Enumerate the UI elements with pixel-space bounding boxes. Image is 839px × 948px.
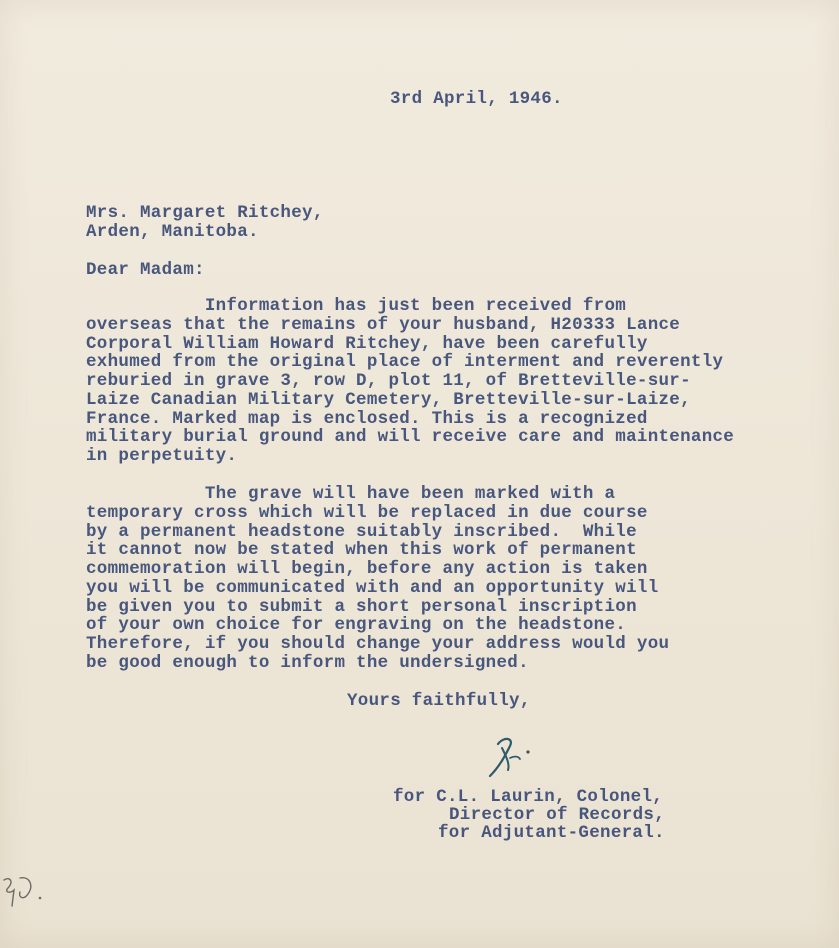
recipient-name: Mrs. Margaret Ritchey, [86, 203, 324, 223]
paragraph-2-line: you will be communicated with and an opportunity will [86, 578, 659, 598]
paragraph-1-line: reburied in grave 3, row D, plot 11, of Bretteville-sur- [86, 371, 691, 391]
paragraph-2-line: The grave will have been marked with a [86, 484, 616, 504]
paragraph-1-line: military burial ground and will receive care and maintenance [86, 427, 735, 447]
handwritten-signature [480, 726, 550, 780]
closing: Yours faithfully, [347, 691, 531, 711]
paragraph-1-line: overseas that the remains of your husband, H20333 Lance [86, 315, 681, 335]
recipient-address: Arden, Manitoba. [86, 222, 259, 242]
paragraph-2-line: commemoration will begin, before any action is taken [86, 559, 648, 579]
paragraph-1-line: in perpetuity. [86, 446, 238, 466]
margin-initials-mark [0, 872, 52, 912]
paragraph-2-line: by a permanent headstone suitably inscribed. While [86, 522, 637, 542]
paragraph-2-line: be good enough to inform the undersigned. [86, 653, 529, 673]
paragraph-2-line: be given you to submit a short personal inscription [86, 597, 637, 617]
paragraph-1-line: exhumed from the original place of interment and reverently [86, 352, 724, 372]
letter-date: 3rd April, 1946. [390, 89, 563, 109]
signature-line-title: Director of Records, [449, 805, 666, 825]
paragraph-2-line: temporary cross which will be replaced in due course [86, 503, 648, 523]
paragraph-1-line: Corporal William Howard Ritchey, have been carefully [86, 334, 648, 354]
paragraph-1-line: Information has just been received from [86, 296, 627, 316]
paragraph-1-line: France. Marked map is enclosed. This is a recognized [86, 409, 648, 429]
signature-line-office: for Adjutant-General. [438, 823, 665, 843]
paragraph-1-line: Laize Canadian Military Cemetery, Bretteville-sur-Laize, [86, 390, 691, 410]
paragraph-2-line: Therefore, if you should change your address would you [86, 634, 670, 654]
signature-line-name: for C.L. Laurin, Colonel, [393, 787, 664, 807]
paragraph-2-line: of your own choice for engraving on the headstone. [86, 615, 627, 635]
salutation: Dear Madam: [86, 260, 205, 280]
paragraph-2-line: it cannot now be stated when this work of permanent [86, 540, 637, 560]
